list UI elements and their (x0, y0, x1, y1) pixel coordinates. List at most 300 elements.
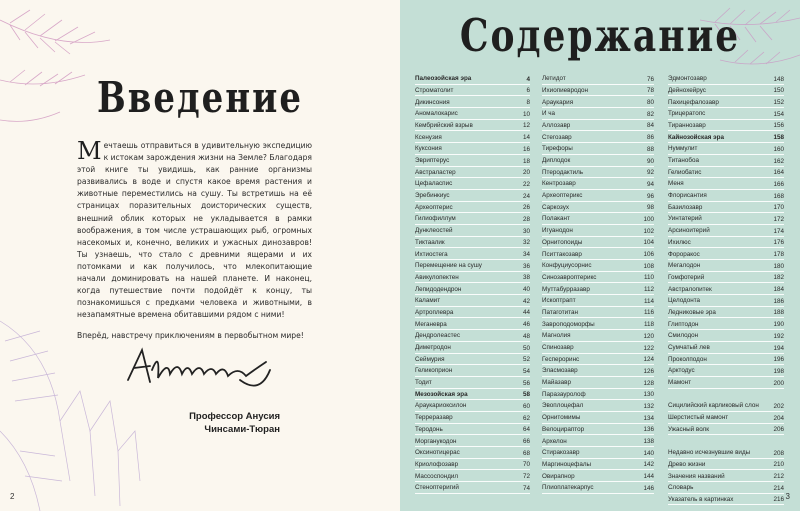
toc-entry[interactable] (415, 73, 530, 85)
toc-entry[interactable] (668, 307, 784, 319)
toc-entry-page: 82 (646, 110, 654, 118)
toc-entry-page: 112 (643, 286, 654, 294)
toc-column-2 (542, 73, 654, 494)
toc-entry[interactable] (668, 494, 784, 506)
toc-entry-page: 216 (773, 496, 784, 504)
toc-entry[interactable] (668, 248, 784, 260)
toc-entry-page: 24 (522, 192, 530, 200)
toc-entry[interactable] (415, 108, 530, 120)
toc-entry-title: Меганевра (415, 320, 447, 328)
toc-entry[interactable] (415, 365, 530, 377)
toc-entry-title: Саркозух (542, 203, 569, 211)
toc-entry-page: 114 (643, 297, 654, 305)
toc-entry[interactable] (415, 295, 530, 307)
toc-entry[interactable] (542, 318, 654, 330)
toc-entry-page: 10 (522, 110, 530, 118)
toc-entry[interactable] (542, 365, 654, 377)
toc-entry-page: 164 (773, 169, 784, 177)
toc-entry[interactable] (542, 377, 654, 389)
author-name-line-1: Профессор Анусия (189, 411, 280, 422)
toc-entry-page: 66 (522, 438, 530, 445)
toc-entry-title: Маргиноцефалы (542, 460, 592, 468)
toc-entry[interactable] (668, 424, 784, 436)
toc-entry[interactable] (668, 167, 784, 179)
toc-entry[interactable] (668, 354, 784, 366)
toc-entry-page: 142 (643, 461, 654, 469)
toc-entry-title: Завроподоморфы (542, 320, 595, 328)
toc-entry-page: 196 (773, 356, 784, 364)
toc-entry[interactable] (668, 330, 784, 342)
toc-entry-title: Археоптерикс (542, 192, 583, 200)
toc-entry[interactable] (415, 96, 530, 108)
toc-entry[interactable] (668, 108, 784, 120)
toc-entry[interactable] (542, 307, 654, 319)
toc-entry-title: Майазавр (542, 379, 572, 387)
toc-entry-title: Титанобоа (668, 157, 699, 164)
toc-entry-page: 124 (643, 356, 654, 364)
toc-entry[interactable] (668, 155, 784, 167)
toc-entry-page: 68 (522, 449, 530, 457)
toc-entry-title: Дунклеостей (415, 227, 453, 235)
toc-entry[interactable] (668, 225, 784, 237)
toc-entry-page: 150 (773, 87, 784, 95)
toc-entry-title: Ксенузия (415, 133, 442, 141)
toc-entry[interactable] (415, 248, 530, 260)
toc-entry-page: 166 (773, 180, 784, 188)
toc-entry-title: Шерстистый мамонт (668, 414, 729, 422)
toc-entry-title: Сицилийский карликовый слон (668, 402, 759, 410)
toc-entry[interactable] (415, 202, 530, 214)
toc-entry-page: 116 (643, 309, 654, 317)
toc-entry-page: 184 (773, 286, 784, 294)
toc-entry-title: Эласмозавр (542, 367, 578, 375)
toc-entry[interactable] (542, 190, 654, 202)
toc-entry-page: 130 (643, 391, 654, 399)
toc-entry-title: Птеродактиль (542, 168, 584, 176)
left-page-number: 2 (10, 492, 15, 501)
toc-entry[interactable] (668, 96, 784, 108)
toc-entry[interactable] (542, 260, 654, 272)
toc-entry-title: Флорисантия (668, 192, 707, 200)
author-name (130, 410, 280, 436)
toc-entry-title: Фороракос (668, 250, 700, 258)
toc-entry-page: 176 (773, 239, 784, 247)
toc-entry-page: 44 (522, 309, 530, 317)
toc-entry-page: 134 (643, 414, 654, 422)
toc-entry[interactable] (668, 470, 784, 482)
toc-entry-page: 126 (643, 367, 654, 375)
toc-entry[interactable] (415, 400, 530, 412)
toc-entry-title: Паразауролоф (542, 390, 586, 398)
toc-entry-title: Мезозойская эра (415, 390, 468, 398)
toc-entry-page: 4 (526, 75, 530, 83)
toc-entry[interactable] (415, 237, 530, 249)
toc-entry-title: И ча (542, 110, 556, 118)
toc-entry[interactable] (668, 318, 784, 330)
toc-entry-title: Ужасный волк (668, 425, 709, 433)
toc-entry-page: 204 (773, 414, 784, 422)
toc-entry-page: 16 (522, 145, 530, 153)
toc-entry-title: Арсиноитерий (668, 227, 710, 235)
toc-entry-page: 140 (643, 449, 654, 457)
toc-entry[interactable] (415, 143, 530, 155)
toc-entry-title: Геликоприон (415, 367, 453, 375)
author-name-line-2: Чинсами-Тюран (204, 424, 280, 435)
toc-entry-title: Базилозавр (668, 203, 703, 211)
toc-entry-page: 22 (522, 180, 530, 188)
toc-entry[interactable] (415, 482, 530, 494)
handwritten-signature (120, 340, 280, 400)
toc-entry-title: Гилиофиллум (415, 215, 456, 223)
toc-entry-title: Перемещение на сушу (415, 262, 482, 270)
toc-entry-title: Мегалодон (668, 262, 701, 270)
toc-entry-title: Значения названий (668, 472, 725, 480)
toc-entry[interactable] (415, 459, 530, 471)
toc-entry-page: 148 (773, 75, 784, 83)
toc-entry-page: 194 (773, 344, 784, 352)
toc-entry[interactable] (668, 190, 784, 202)
toc-entry-title: Ихтиостега (415, 250, 448, 258)
toc-entry-page: 180 (773, 262, 784, 270)
toc-entry[interactable] (415, 307, 530, 319)
toc-entry-page: 174 (773, 227, 784, 235)
toc-entry-title: Кембрийский взрыв (415, 121, 473, 129)
toc-entry-title: Ихилюс (668, 238, 691, 246)
toc-entry[interactable] (542, 85, 654, 97)
toc-entry-page: 40 (522, 286, 530, 294)
toc-entry[interactable] (542, 96, 654, 108)
toc-entry[interactable] (542, 295, 654, 307)
toc-entry-title: Куксония (415, 145, 442, 153)
toc-entry-page: 208 (773, 449, 784, 457)
toc-entry-title: Массоспондил (415, 472, 459, 480)
toc-entry-page: 154 (773, 110, 784, 118)
toc-entry-title: Гомфотерий (668, 273, 705, 281)
toc-entry[interactable] (542, 389, 654, 401)
toc-entry[interactable] (668, 342, 784, 354)
toc-entry-page: 214 (773, 484, 784, 492)
toc-entry-title: Лепидодендрон (415, 285, 462, 293)
toc-entry-page: 132 (643, 402, 654, 410)
toc-entry-title: Патаготитан (542, 308, 578, 316)
toc-entry-title: Смилодон (668, 332, 699, 340)
toc-entry-title: Мамонт (668, 379, 692, 387)
toc-entry[interactable] (542, 435, 654, 447)
toc-column-3 (668, 73, 784, 505)
toc-entry-title: Терреразавр (415, 414, 453, 422)
toc-entry-title: Орнитопоиды (542, 238, 583, 246)
toc-entry-title: Тодит (415, 379, 432, 387)
toc-entry-page: 210 (773, 461, 784, 469)
toc-entry[interactable] (542, 155, 654, 167)
toc-entry-page: 20 (522, 169, 530, 177)
toc-entry[interactable] (542, 108, 654, 120)
toc-entry-title: Эвоплоцефал (542, 402, 584, 410)
toc-entry-page: 90 (646, 157, 654, 165)
toc-entry[interactable] (668, 85, 784, 97)
toc-entry[interactable] (668, 389, 784, 412)
toc-entry-page: 54 (522, 367, 530, 375)
toc-entry-title: Тиктаалик (415, 238, 445, 246)
toc-entry[interactable] (415, 470, 530, 482)
toc-entry[interactable] (415, 447, 530, 459)
toc-entry-page: 152 (773, 99, 784, 107)
toc-entry-page: 144 (643, 473, 654, 481)
toc-entry-page: 88 (646, 145, 654, 153)
toc-entry-title: Трицератопс (668, 110, 706, 118)
toc-entry[interactable] (415, 120, 530, 132)
toc-entry-title: Целодонта (668, 297, 701, 305)
toc-entry[interactable] (668, 120, 784, 132)
toc-entry-page: 156 (773, 122, 784, 130)
toc-entry[interactable] (542, 400, 654, 412)
toc-entry-page: 28 (522, 215, 530, 223)
intro-paragraph-1-text: ечтаешь отправиться в удивительную экспедицию к истокам зарождения жизни на Земле? Благодаря этой книге ты увидишь, как ранние организмы развивались в воде и спустя какое время растения и животные переместились на сушу. Ты встретишь на её страницах поразительных доисторических существ, внешний облик которых не укладывается в рамки воображения, в том числе устрашающих рыб, огромных насекомых и, конечно, великих и ужасных динозавров! Ты узнаешь, что стало с древними ящерами и их потомками и как получилось, что млекопитающие начали доминировать на нашей планете. И наконец, когда путешествие почти подойдёт к концу, ты познакомишься с предками человека и животными, в незапамятные времена обитавшими рядом с ними! (77, 141, 312, 320)
toc-entry-page: 38 (522, 274, 530, 282)
toc-entry[interactable] (415, 389, 530, 401)
toc-entry-page: 122 (643, 344, 654, 352)
toc-entry-title: Конфуциусорнис (542, 262, 592, 270)
toc-entry-page: 48 (522, 332, 530, 340)
toc-entry-title: Криолофозавр (415, 460, 459, 468)
toc-entry-title: Ледниковые эра (668, 308, 716, 316)
toc-entry[interactable] (542, 213, 654, 225)
toc-entry[interactable] (668, 272, 784, 284)
toc-entry-page: 46 (522, 321, 530, 329)
toc-entry-title: Стиракозавр (542, 449, 580, 457)
drop-cap: М (77, 137, 102, 165)
toc-entry-page: 120 (643, 332, 654, 340)
toc-entry-title: Велоцираптор (542, 425, 585, 433)
toc-entry-page: 64 (522, 426, 530, 434)
toc-entry-title: Уинтатерий (668, 215, 702, 223)
toc-entry-title: Каламит (415, 297, 441, 305)
toc-entry[interactable] (415, 377, 530, 389)
toc-entry[interactable] (542, 73, 654, 85)
toc-entry[interactable] (542, 470, 654, 482)
toc-entry-title: Меня (668, 180, 684, 188)
toc-entry[interactable] (542, 447, 654, 459)
toc-entry-page: 128 (643, 379, 654, 387)
toc-entry-page: 62 (522, 414, 530, 422)
toc-entry[interactable] (542, 412, 654, 424)
toc-entry-title: Дендролеастес (415, 332, 461, 340)
toc-entry[interactable] (542, 482, 654, 494)
toc-entry-title: Пахицефалозавр (668, 98, 719, 106)
toc-entry[interactable] (668, 435, 784, 458)
toc-entry-title: Теродонь (415, 425, 443, 433)
intro-body (77, 137, 312, 352)
toc-entry-title: Эребинкиус (415, 192, 450, 200)
toc-entry-title: Геспероринс (542, 355, 580, 363)
toc-entry-title: Араукария (542, 98, 574, 106)
toc-entry-title: Летидот (542, 75, 566, 83)
toc-entry-title: Орнитомимы (542, 414, 581, 422)
toc-entry-title: Диплодок (542, 157, 571, 164)
toc-entry-title: Кентрозавр (542, 180, 576, 188)
toc-entry[interactable] (542, 178, 654, 190)
toc-entry[interactable] (542, 225, 654, 237)
toc-entry[interactable] (415, 283, 530, 295)
toc-entry[interactable] (415, 342, 530, 354)
toc-entry-title: Проколподон (668, 355, 707, 363)
toc-entry-title: Археоптерис (415, 203, 453, 211)
toc-entry[interactable] (542, 283, 654, 295)
toc-entry[interactable] (668, 178, 784, 190)
toc-entry-title: Тирефоры (542, 145, 573, 153)
toc-entry-page: 106 (643, 251, 654, 258)
toc-entry-title: Араукариоксилон (415, 402, 467, 410)
toc-entry-page: 200 (773, 379, 784, 387)
toc-entry[interactable] (415, 85, 530, 97)
toc-entry[interactable] (542, 354, 654, 366)
toc-entry-title: Недавно исчезнувшие виды (668, 449, 751, 457)
toc-entry[interactable] (415, 131, 530, 143)
toc-entry-page: 160 (773, 145, 784, 153)
toc-entry-title: Пситтакозавр (542, 250, 582, 258)
toc-entry-page: 202 (773, 402, 784, 410)
toc-entry-page: 72 (522, 473, 530, 481)
toc-entry-title: Аномалокарис (415, 110, 458, 118)
toc-entry-title: Архелон (542, 437, 567, 445)
toc-entry-page: 212 (773, 473, 784, 481)
toc-entry-page: 158 (773, 134, 784, 142)
toc-entry-page: 136 (643, 426, 654, 434)
toc-entry-page: 60 (522, 402, 530, 410)
toc-entry[interactable] (415, 167, 530, 179)
toc-entry-page: 172 (773, 215, 784, 223)
toc-entry[interactable] (542, 143, 654, 155)
toc-entry-title: Сумчатый лев (668, 344, 710, 351)
intro-paragraph-1 (77, 137, 312, 321)
toc-entry-title: Магнолия (542, 332, 571, 340)
toc-entry[interactable] (415, 424, 530, 436)
toc-entry-page: 50 (522, 344, 530, 352)
toc-entry-title: Полакант (542, 215, 570, 223)
toc-entry-title: Стегозавр (542, 133, 572, 141)
toc-entry-page: 118 (643, 321, 654, 329)
toc-title: Содержание (459, 9, 741, 63)
toc-entry[interactable] (668, 260, 784, 272)
toc-entry-page: 8 (526, 99, 530, 107)
toc-entry-page: 26 (522, 204, 530, 212)
toc-entry-title: Арктодус (668, 367, 695, 375)
toc-entry-title: Эвриптерус (415, 157, 450, 164)
toc-entry[interactable] (415, 435, 530, 447)
toc-entry[interactable] (542, 272, 654, 284)
toc-entry[interactable] (542, 424, 654, 436)
toc-entry[interactable] (415, 155, 530, 167)
toc-entry-page: 162 (773, 157, 784, 165)
toc-entry[interactable] (668, 365, 784, 377)
toc-entry-page: 192 (773, 332, 784, 340)
toc-entry[interactable] (668, 73, 784, 85)
toc-entry[interactable] (415, 225, 530, 237)
toc-entry[interactable] (415, 178, 530, 190)
toc-entry-page: 32 (522, 239, 530, 247)
toc-entry-title: Палеозойская эра (415, 75, 472, 83)
toc-entry-title: Словарь (668, 484, 694, 492)
toc-entry[interactable] (668, 213, 784, 225)
toc-entry-title: Стеноптеригий (415, 484, 459, 492)
toc-entry[interactable] (415, 330, 530, 342)
toc-entry[interactable] (542, 237, 654, 249)
toc-entry-page: 56 (522, 379, 530, 387)
toc-entry-page: 30 (522, 227, 530, 235)
toc-column-1 (415, 73, 530, 494)
toc-entry-page: 84 (646, 122, 654, 130)
toc-entry-page: 36 (522, 262, 530, 270)
toc-entry[interactable] (415, 213, 530, 225)
toc-entry[interactable] (542, 167, 654, 179)
toc-entry-page: 168 (773, 192, 784, 200)
toc-entry[interactable] (542, 459, 654, 471)
toc-entry[interactable] (668, 459, 784, 471)
toc-entry[interactable] (542, 248, 654, 260)
toc-entry[interactable] (668, 131, 784, 143)
toc-entry-title: Игуанодон (542, 227, 573, 235)
toc-entry[interactable] (415, 412, 530, 424)
toc-entry[interactable] (542, 120, 654, 132)
toc-entry-page: 138 (643, 438, 654, 445)
toc-entry[interactable] (668, 283, 784, 295)
toc-entry[interactable] (542, 330, 654, 342)
toc-entry-page: 14 (522, 134, 530, 142)
toc-entry-page: 94 (646, 180, 654, 188)
toc-entry-title: Сеймурия (415, 355, 445, 363)
toc-entry-title: Спинозавр (542, 344, 574, 351)
toc-entry-page: 100 (643, 215, 654, 223)
toc-entry-page: 96 (646, 192, 654, 200)
toc-entry-page: 206 (773, 426, 784, 434)
toc-entry-page: 170 (773, 204, 784, 212)
right-page-number: 3 (785, 492, 790, 501)
toc-entry-page: 188 (773, 309, 784, 317)
toc-entry-page: 86 (646, 134, 654, 142)
toc-entry[interactable] (668, 412, 784, 424)
toc-entry-page: 104 (643, 239, 654, 247)
toc-entry-page: 76 (646, 75, 654, 83)
toc-entry[interactable] (668, 377, 784, 389)
toc-entry[interactable] (542, 131, 654, 143)
toc-entry[interactable] (668, 295, 784, 307)
toc-entry-page: 190 (773, 321, 784, 329)
toc-entry-page: 182 (773, 274, 784, 282)
toc-entry-page: 58 (522, 391, 530, 399)
toc-entry[interactable] (542, 342, 654, 354)
toc-entry[interactable] (415, 318, 530, 330)
toc-entry[interactable] (668, 237, 784, 249)
toc-entry-title: Муттабурразавр (542, 285, 590, 293)
toc-entry-page: 186 (773, 297, 784, 305)
toc-entry-title: Морганукодон (415, 437, 457, 445)
toc-entry[interactable] (668, 143, 784, 155)
toc-entry[interactable] (415, 354, 530, 366)
toc-entry[interactable] (668, 202, 784, 214)
toc-entry-title: Австраластер (415, 168, 456, 176)
toc-entry-title: Глиптодон (668, 320, 699, 328)
toc-entry[interactable] (542, 202, 654, 214)
toc-entry[interactable] (415, 190, 530, 202)
toc-entry[interactable] (415, 272, 530, 284)
toc-entry-title: Тираннозавр (668, 121, 706, 129)
toc-entry-page: 70 (522, 461, 530, 469)
toc-entry-title: Авикулопектен (415, 273, 459, 281)
toc-entry[interactable] (668, 482, 784, 494)
toc-entry-page: 18 (522, 157, 530, 165)
toc-entry-title: Австралопитек (668, 285, 712, 293)
toc-entry[interactable] (415, 260, 530, 272)
